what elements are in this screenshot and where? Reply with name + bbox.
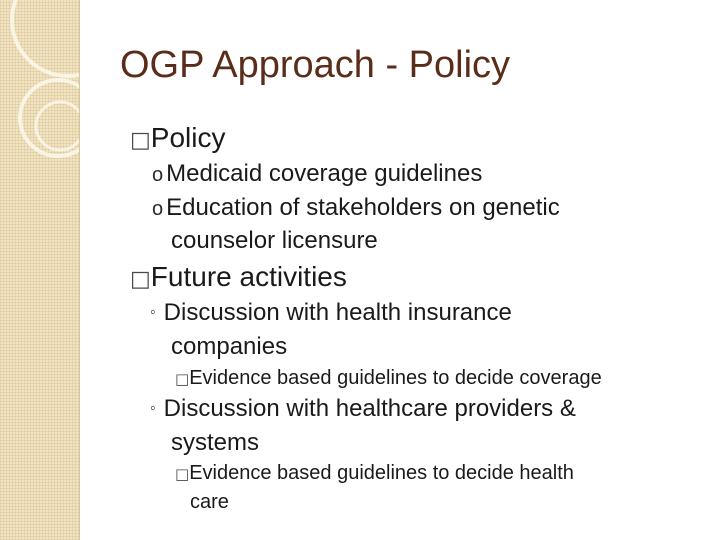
list-item-continuation: systems [171,429,260,456]
list-item [150,397,576,421]
list-item-text: Discussion with health insurance [163,299,512,326]
square-bullet-icon: □ [130,128,151,153]
section-heading-future-activities [130,263,347,291]
concentric-circles-icon [0,0,79,540]
list-item [152,196,560,220]
list-item [152,162,482,186]
ring-bullet-icon: ◦ [150,400,156,417]
square-bullet-icon: □ [175,465,190,483]
ring-bullet-icon: ◦ [150,304,156,321]
decorative-sidebar [0,0,80,540]
circle-bullet-icon: o [152,164,164,186]
circle-bullet-icon: o [152,198,164,220]
sub-list-item-continuation: care [190,491,229,513]
list-item-continuation: companies [171,333,288,360]
section-heading-label: Future activities [150,261,347,292]
section-heading-label: Policy [150,122,226,153]
square-bullet-icon: □ [175,370,190,388]
sub-list-item [175,463,574,483]
sub-list-item-text: Evidence based guidelines to decide coverage [189,367,602,389]
section-heading-policy [130,124,226,152]
list-item-text: Medicaid coverage guidelines [166,160,483,187]
sub-list-item [175,368,602,388]
list-item-text: Education of stakeholders on genetic [166,194,560,221]
list-item-continuation: counselor licensure [171,227,378,254]
list-item-text: Discussion with healthcare providers & [163,395,576,422]
sub-list-item-text: Evidence based guidelines to decide health [189,462,574,484]
slide-title: OGP Approach - Policy [120,44,511,86]
square-bullet-icon: □ [130,267,151,292]
list-item [150,301,512,325]
